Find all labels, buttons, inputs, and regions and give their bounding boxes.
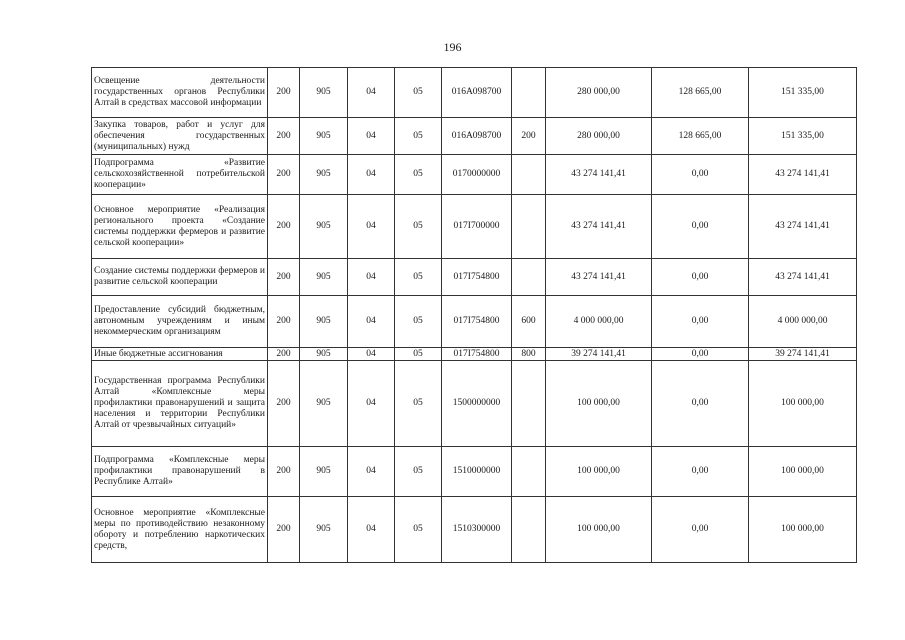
- cell-sum-total: 43 274 141,41: [546, 259, 652, 296]
- cell-subsection: 05: [395, 155, 442, 195]
- cell-target-article: 016А098700: [442, 118, 512, 155]
- cell-ministry: 905: [300, 155, 348, 195]
- cell-sum-regional: 43 274 141,41: [749, 259, 857, 296]
- cell-sum-regional: 100 000,00: [749, 447, 857, 497]
- row-name: Подпрограмма «Развитие сельскохозяйственной потребительской кооперации»: [92, 155, 268, 195]
- cell-sum-federal: 0,00: [652, 195, 749, 259]
- cell-section: 04: [348, 497, 395, 563]
- cell-subsection: 05: [395, 68, 442, 118]
- table-row: [92, 195, 857, 259]
- cell-sum-regional: 100 000,00: [749, 497, 857, 563]
- table-row: [92, 348, 857, 361]
- cell-target-article: 1510000000: [442, 447, 512, 497]
- cell-sum-total: 100 000,00: [546, 447, 652, 497]
- cell-expense-type: [512, 259, 546, 296]
- cell-sum-federal: 0,00: [652, 348, 749, 361]
- cell-target-article: 017I700000: [442, 195, 512, 259]
- cell-sum-total: 280 000,00: [546, 68, 652, 118]
- cell-section: 04: [348, 296, 395, 348]
- cell-code-1: 200: [268, 68, 300, 118]
- cell-code-1: 200: [268, 348, 300, 361]
- cell-code-1: 200: [268, 497, 300, 563]
- cell-subsection: 05: [395, 497, 442, 563]
- cell-code-1: 200: [268, 361, 300, 447]
- cell-subsection: 05: [395, 259, 442, 296]
- row-name: Создание системы поддержки фермеров и развитие сельской кооперации: [92, 259, 268, 296]
- cell-subsection: 05: [395, 118, 442, 155]
- cell-section: 04: [348, 155, 395, 195]
- cell-expense-type: 800: [512, 348, 546, 361]
- cell-sum-federal: 128 665,00: [652, 68, 749, 118]
- cell-expense-type: [512, 68, 546, 118]
- cell-expense-type: [512, 361, 546, 447]
- cell-sum-total: 43 274 141,41: [546, 195, 652, 259]
- cell-section: 04: [348, 259, 395, 296]
- cell-section: 04: [348, 118, 395, 155]
- row-name: Основное мероприятие «Комплексные меры по противодействию незаконному обороту и потреблению наркотических средств,: [92, 497, 268, 563]
- cell-sum-federal: 0,00: [652, 497, 749, 563]
- cell-sum-regional: 151 335,00: [749, 118, 857, 155]
- cell-target-article: 1510300000: [442, 497, 512, 563]
- cell-code-1: 200: [268, 118, 300, 155]
- cell-sum-regional: 43 274 141,41: [749, 155, 857, 195]
- cell-sum-federal: 0,00: [652, 155, 749, 195]
- cell-subsection: 05: [395, 195, 442, 259]
- cell-target-article: 016А098700: [442, 68, 512, 118]
- cell-sum-regional: 151 335,00: [749, 68, 857, 118]
- cell-code-1: 200: [268, 155, 300, 195]
- cell-ministry: 905: [300, 195, 348, 259]
- cell-sum-regional: 100 000,00: [749, 361, 857, 447]
- table-row: [92, 68, 857, 118]
- cell-target-article: 017I754800: [442, 348, 512, 361]
- row-name: Закупка товаров, работ и услуг для обеспечения государственных (муниципальных) нужд: [92, 118, 268, 155]
- cell-sum-regional: 39 274 141,41: [749, 348, 857, 361]
- cell-expense-type: [512, 155, 546, 195]
- cell-ministry: 905: [300, 259, 348, 296]
- row-name: Основное мероприятие «Реализация регионального проекта «Создание системы поддержки фермеров и развитие сельской кооперации»: [92, 195, 268, 259]
- cell-code-1: 200: [268, 195, 300, 259]
- table-row: [92, 447, 857, 497]
- cell-sum-total: 100 000,00: [546, 361, 652, 447]
- cell-sum-regional: 4 000 000,00: [749, 296, 857, 348]
- cell-ministry: 905: [300, 68, 348, 118]
- cell-ministry: 905: [300, 348, 348, 361]
- cell-sum-federal: 0,00: [652, 447, 749, 497]
- cell-sum-federal: 128 665,00: [652, 118, 749, 155]
- cell-sum-total: 43 274 141,41: [546, 155, 652, 195]
- cell-subsection: 05: [395, 296, 442, 348]
- cell-target-article: 017I754800: [442, 259, 512, 296]
- cell-sum-federal: 0,00: [652, 296, 749, 348]
- table-row: [92, 497, 857, 563]
- row-name: Подпрограмма «Комплексные меры профилактики правонарушений в Республике Алтай»: [92, 447, 268, 497]
- cell-target-article: 1500000000: [442, 361, 512, 447]
- row-name: Иные бюджетные ассигнования: [92, 348, 268, 361]
- table-row: [92, 155, 857, 195]
- cell-sum-total: 39 274 141,41: [546, 348, 652, 361]
- row-name: Освещение деятельности государственных органов Республики Алтай в средствах массовой информации: [92, 68, 268, 118]
- cell-sum-federal: 0,00: [652, 361, 749, 447]
- page-number: 196: [443, 40, 462, 54]
- cell-target-article: 0170000000: [442, 155, 512, 195]
- cell-section: 04: [348, 348, 395, 361]
- budget-table: [91, 67, 857, 563]
- table-row: [92, 361, 857, 447]
- row-name: Государственная программа Республики Алтай «Комплексные меры профилактики правонарушений и защита населения и территории Республики Алтай от чрезвычайных ситуаций»: [92, 361, 268, 447]
- cell-ministry: 905: [300, 118, 348, 155]
- cell-subsection: 05: [395, 447, 442, 497]
- cell-subsection: 05: [395, 348, 442, 361]
- table-row: [92, 118, 857, 155]
- cell-code-1: 200: [268, 447, 300, 497]
- cell-ministry: 905: [300, 447, 348, 497]
- table-row: [92, 296, 857, 348]
- cell-code-1: 200: [268, 259, 300, 296]
- cell-ministry: 905: [300, 296, 348, 348]
- cell-subsection: 05: [395, 361, 442, 447]
- cell-expense-type: [512, 497, 546, 563]
- row-name: Предоставление субсидий бюджетным, автономным учреждениям и иным некоммерческим организациям: [92, 296, 268, 348]
- table-row: [92, 259, 857, 296]
- cell-sum-total: 4 000 000,00: [546, 296, 652, 348]
- cell-expense-type: [512, 195, 546, 259]
- cell-expense-type: 600: [512, 296, 546, 348]
- cell-target-article: 017I754800: [442, 296, 512, 348]
- cell-section: 04: [348, 361, 395, 447]
- cell-sum-regional: 43 274 141,41: [749, 195, 857, 259]
- cell-expense-type: [512, 447, 546, 497]
- cell-section: 04: [348, 447, 395, 497]
- cell-sum-total: 100 000,00: [546, 497, 652, 563]
- cell-expense-type: 200: [512, 118, 546, 155]
- cell-section: 04: [348, 195, 395, 259]
- cell-sum-federal: 0,00: [652, 259, 749, 296]
- cell-section: 04: [348, 68, 395, 118]
- cell-code-1: 200: [268, 296, 300, 348]
- cell-sum-total: 280 000,00: [546, 118, 652, 155]
- cell-ministry: 905: [300, 361, 348, 447]
- cell-ministry: 905: [300, 497, 348, 563]
